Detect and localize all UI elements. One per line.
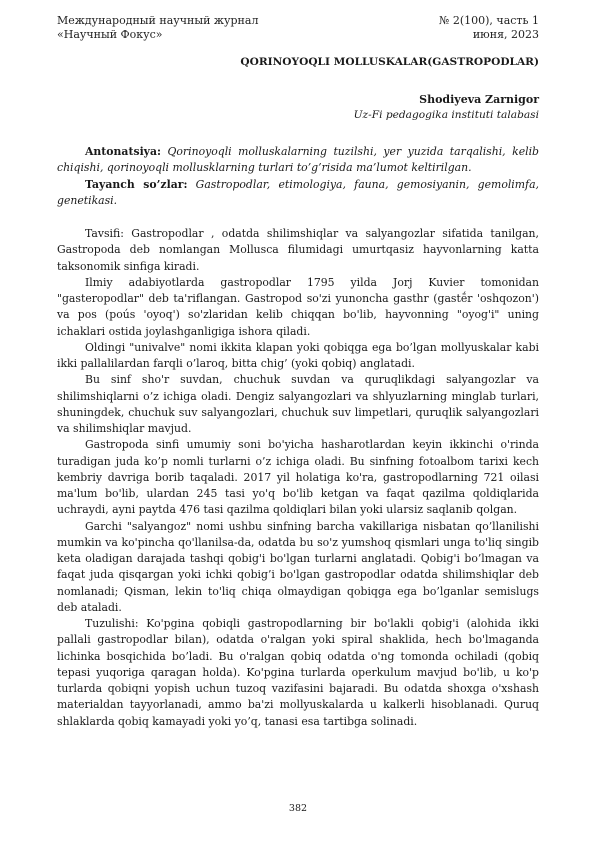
article-body xyxy=(57,144,539,730)
issue-header xyxy=(439,14,539,42)
body-paragraph: Gastropoda sinfi umumiy soni bo'yicha hasharotlardan keyin ikkinchi o'rinda turadigan juda ko’p nomli turlarni o’z ichiga oladi. Bu sinfning fotoalbom tarixi kech kembriy davriga borib taqaladi. 2017 yil holatiga ko'ra, gastropodlarning 721 oilasi ma'lum bo'lib, ulardan 245 tasi yo'q bo'lib ketgan va faqat qazilma qoldiqlarida uchraydi, ayni paytda 476 tasi qazilma qoldiqlari bilan yoki ularsiz saqlanib qolgan. xyxy=(57,438,539,517)
issue-date: июня, 2023 xyxy=(472,28,539,41)
body-paragraph: Garchi "salyangoz" nomi ushbu sinfning barcha vakillariga nisbatan qo’llanilishi mumkin va ko'pincha qo'llanilsa-da, odatda bu so'z yumshoq qismlari unga to'liq singib keta oladigan darajada tashqi qobig'i bo'lgan turlarni anglatadi. Qobig'i bo’lmagan va faqat juda qisqargan yoki ichki qobig’i bo'lgan gastropodlar odatda shilimshiqlar deb nomlanadi; Qisman, lekin to'liq chiqa olmaydigan qobiqga ega bo’lganlar semislugs deb ataladi. xyxy=(57,519,539,614)
body-paragraph: Bu sinf sho'r suvdan, chuchuk suvdan va quruqlikdagi salyangozlar va shilimshiqlarni o’z ichiga oladi. Dengiz salyangozlari va shlyuzlarning minglab turlari, shuningdek, chuchuk suv salyangozlari, chuchuk suv limpetlari, quruqlik salyangozlari va shilimshiqlar mavjud. xyxy=(57,373,539,435)
issue-number: № 2(100), часть 1 xyxy=(438,14,539,27)
abstract xyxy=(57,144,539,177)
author-affiliation: Uz-Fi pedagogika instituti talabasi xyxy=(353,109,539,121)
keywords-text: Gastropodlar, etimologiya, fauna, gemosiyanin, gemolimfa, genetikasi. xyxy=(57,177,539,207)
page-number: 382 xyxy=(288,803,308,814)
article-title: QORINOYOQLI MOLLUSKALAR(GASTROPODLAR) xyxy=(240,56,539,68)
article-author: Shodiyeva Zarnigor xyxy=(419,93,539,106)
body-paragraph: Tuzulishi: Ko'pgina qobiqli gastropodlarning bir bo'lakli qobig'i (alohida ikki pallali gastropodlar bilan), odatda o'ralgan yoki spiral shaklida, hech bo'lmaganda lichinka bosqichida bo’ladi. Bu o'ralgan qobiq odatda o'ng tomonda ochiladi (qobiq tepasi yuqoriga qaragan holda). Ko'pgina turlarda operkulum mavjud bo'lib, u ko'p turlarda qobiqni yopish uchun tuzoq vazifasini bajaradi. Bu odatda shoxga o'xshash materialdan tayyorlanadi, ammo ba'zi mollyuskalarda u kalkerli hisoblanadi. Quruq shlaklarda qobiq kamayadi yoki yo’q, tanasi esa tartibga solinadi. xyxy=(57,617,539,728)
keywords xyxy=(57,177,539,210)
body-paragraph: Oldingi "univalve" nomi ikkita klapan yoki qobiqga ega bo’lgan mollyuskalar kabi ikki pallalilardan farqli o’laroq, bitta chig’ (yoki qobiq) anglatadi. xyxy=(57,340,539,370)
journal-title: «Научный Фокус» xyxy=(57,28,163,41)
abstract-text: Qorinoyoqli molluskalarning tuzilshi, yer yuzida tarqalishi, kelib chiqishi, qorinoyoqli mollusklarning turlari to’g’risida ma’lumot keltirilgan. xyxy=(57,145,539,175)
keywords-label: Tayanch so’zlar: xyxy=(85,177,188,191)
body-paragraph: Ilmiy adabiyotlarda gastropodlar 1795 yilda Jorj Kuvier tomonidan "gasteropodlar" deb ta'riflangan. Gastropod so'zi yunoncha gasthr (gastḗr 'oshqozon') va pos (poús 'oyoq') so'zlaridan kelib chiqqan bo'lib, hayvonning "oyog'i" uning ichaklari ostida joylashganligiga ishora qiladi. xyxy=(57,275,539,338)
journal-header xyxy=(57,14,258,42)
body-paragraph: Tavsifi: Gastropodlar , odatda shilimshiqlar va salyangozlar sifatida tanilgan, Gastropoda deb nomlangan Mollusca filumidagi umurtqasiz hayvonlarning katta taksonomik sinfiga kiradi. xyxy=(57,227,539,273)
abstract-label: Antonatsiya: xyxy=(85,145,162,158)
journal-name: Международный научный журнал xyxy=(57,14,259,27)
